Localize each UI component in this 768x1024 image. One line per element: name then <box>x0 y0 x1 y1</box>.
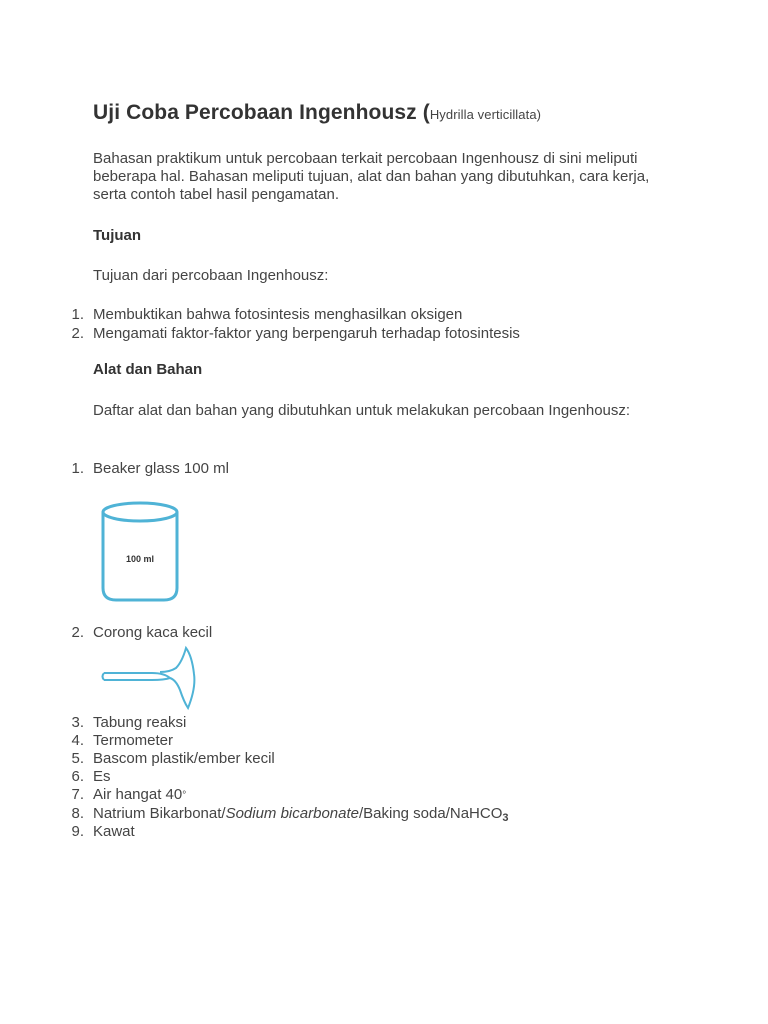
list-number: 4. <box>71 732 84 749</box>
list-text: Mengamati faktor-faktor yang berpengaruh terhadap fotosintesis <box>93 325 520 342</box>
list-text: Kawat <box>93 823 135 840</box>
list-text <box>93 805 509 827</box>
title-subtitle: Hydrilla verticillata) <box>429 107 542 122</box>
list-text: Termometer <box>93 732 174 749</box>
list-number: 2. <box>71 325 84 342</box>
list-number: 1. <box>71 460 84 477</box>
list-text-b: /Baking soda/NaHCO <box>358 805 503 822</box>
alat-heading: Alat dan Bahan <box>93 361 203 378</box>
list-text-italic: Sodium bicarbonate <box>225 805 359 822</box>
list-text: Tabung reaksi <box>93 714 187 731</box>
list-number: 7. <box>71 786 84 803</box>
list-text: Beaker glass 100 ml <box>93 460 229 477</box>
beaker-label: 100 ml <box>125 554 155 564</box>
tujuan-lead: Tujuan dari percobaan Ingenhousz: <box>93 267 329 284</box>
title-main: Uji Coba Percobaan Ingenhousz ( <box>93 101 430 124</box>
alat-lead: Daftar alat dan bahan yang dibutuhkan untuk melakukan percobaan Ingenhousz: <box>93 402 631 419</box>
tujuan-heading: Tujuan <box>93 227 142 244</box>
list-text-main: Air hangat 40 <box>93 786 183 803</box>
list-text: Bascom plastik/ember kecil <box>93 750 275 767</box>
funnel-illustration <box>100 644 196 712</box>
list-text: Membuktikan bahwa fotosintesis menghasilkan oksigen <box>93 306 463 323</box>
list-number: 2. <box>71 624 84 641</box>
list-number: 5. <box>71 750 84 767</box>
list-number: 8. <box>71 805 84 822</box>
page-title <box>93 101 541 125</box>
list-text <box>93 786 186 805</box>
list-number: 1. <box>71 306 84 323</box>
beaker-illustration <box>96 498 184 606</box>
intro-paragraph: Bahasan praktikum untuk percobaan terkait percobaan Ingenhousz di sini meliputi beberapa hal. Bahasan meliputi tujuan, alat dan bahan yang dibutuhkan, cara kerja, serta contoh tabel hasil pengamatan. <box>93 150 650 203</box>
subscript: 3 <box>502 812 509 824</box>
list-number: 6. <box>71 768 84 785</box>
list-text: Es <box>93 768 111 785</box>
list-number: 9. <box>71 823 84 840</box>
list-number: 3. <box>71 714 84 731</box>
list-text-a: Natrium Bikarbonat/ <box>93 805 226 822</box>
degree-symbol: ° <box>182 790 187 801</box>
list-text: Corong kaca kecil <box>93 624 213 641</box>
